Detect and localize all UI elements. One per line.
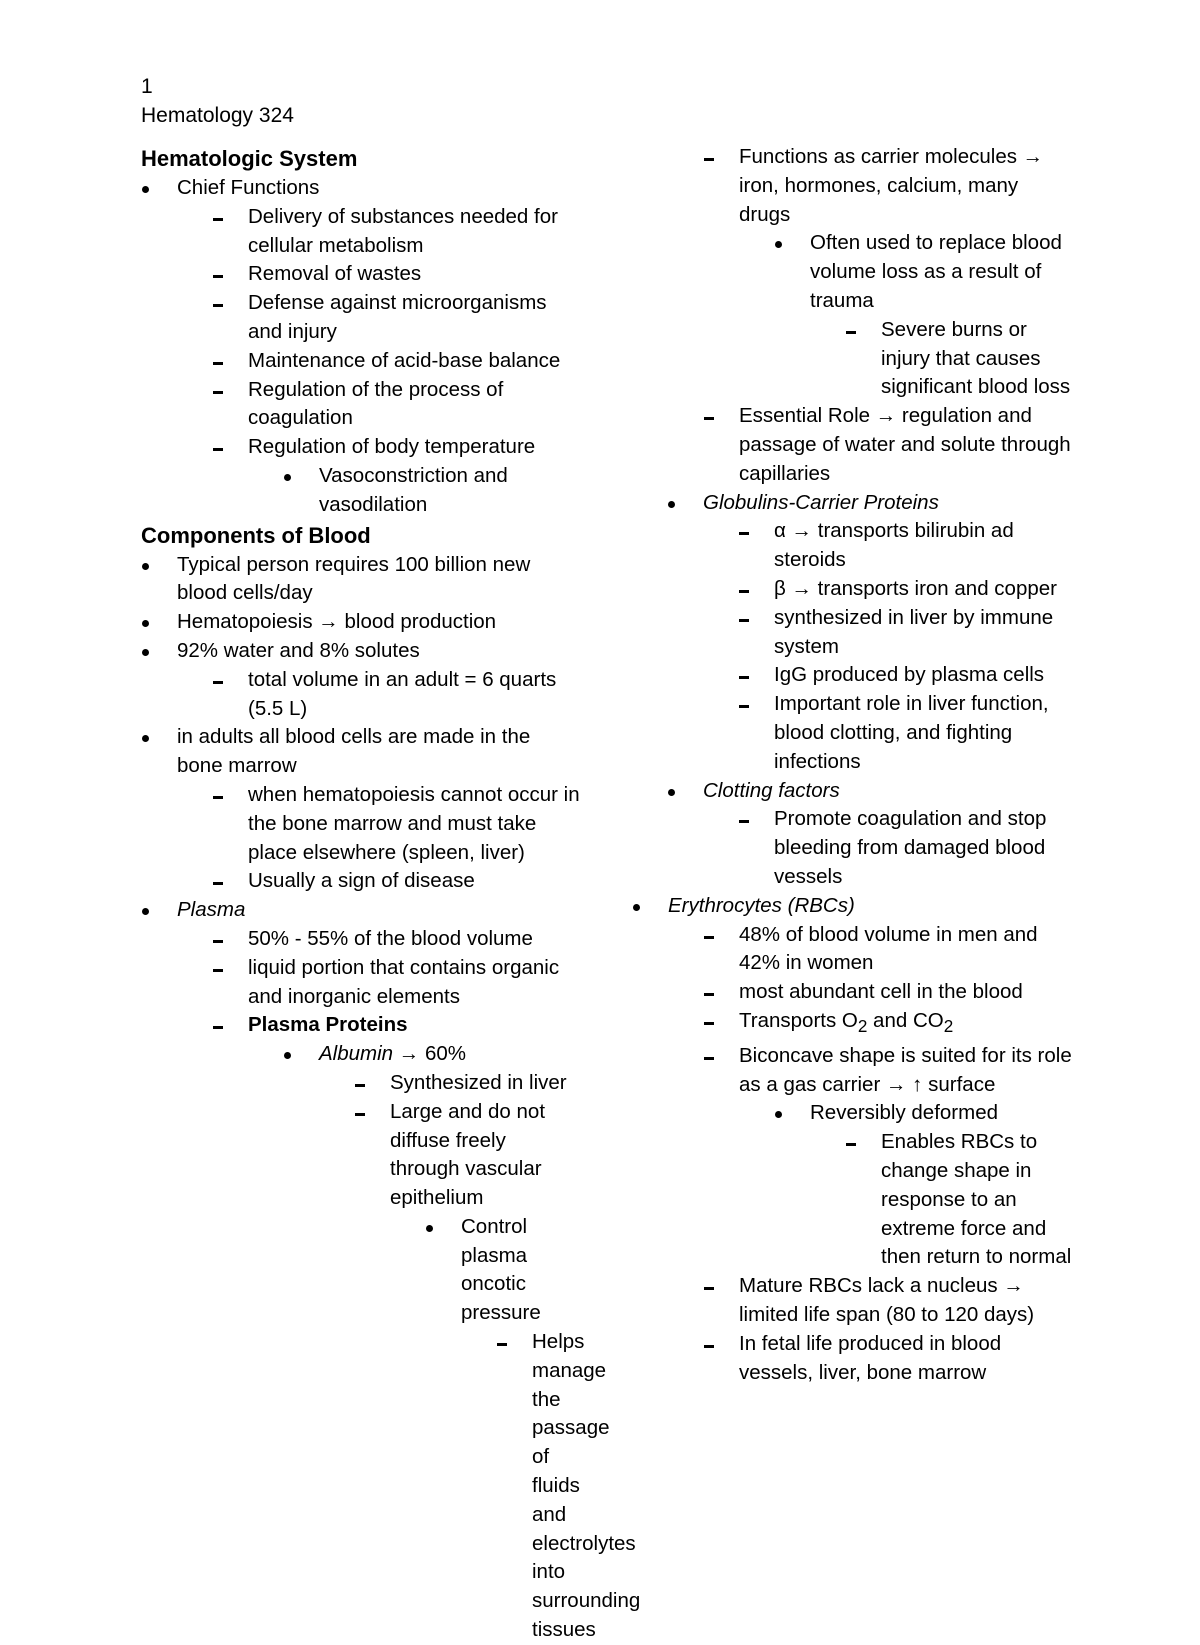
list-item: Severe burns or injury that causes significant blood loss: [845, 316, 1072, 402]
dash-icon: [354, 1069, 390, 1097]
list-item: α → transports bilirubin ad steroids: [738, 517, 1072, 575]
dash-icon: [703, 1007, 739, 1035]
bullet-icon: [632, 892, 668, 920]
dash-icon: [212, 260, 248, 288]
dash-icon: [703, 978, 739, 1006]
page-number: 1: [141, 75, 153, 98]
list-item: Regulation of the process of coagulation: [212, 376, 581, 434]
dash-icon: [738, 805, 774, 833]
bullet-icon: [667, 489, 703, 517]
list-item: liquid portion that contains organic and inorganic elements: [212, 954, 581, 1012]
bullet-icon: [283, 462, 319, 490]
dash-icon: [738, 575, 774, 603]
page-header: [141, 72, 294, 130]
list-item: total volume in an adult = 6 quarts (5.5 L): [212, 666, 581, 724]
list-item: Large and do not diffuse freely through vascular epithelium Control plasma oncotic pressure Helps manage the passage of fluids and electrolytes into surrounding tissues: [354, 1098, 581, 1645]
list-item: Enables RBCs to change shape in response to an extreme force and then return to normal: [845, 1128, 1072, 1272]
list-item: 48% of blood volume in men and 42% in women: [703, 921, 1072, 979]
list-item: Often used to replace blood volume loss as a result of trauma Severe burns or injury that causes significant blood loss: [774, 229, 1072, 402]
bullet-icon: [283, 1040, 319, 1068]
list-item: in adults all blood cells are made in the bone marrow when hematopoiesis cannot occur in the bone marrow and must take place elsewhere (spleen, liver) Usually a sign of disease: [141, 723, 581, 896]
list-item: Typical person requires 100 billion new blood cells/day: [141, 551, 581, 609]
course-title: Hematology 324: [141, 104, 294, 127]
list-item: Globulins-Carrier Proteins α → transports bilirubin ad steroids β → transports iron and copper synthesized in liver by immune system IgG produced by plasma cells Important role in liver function, blood clotting, and fighting infections: [667, 489, 1072, 777]
dash-icon: [212, 867, 248, 895]
bullet-icon: [141, 723, 177, 751]
list-item: Erythrocytes (RBCs) 48% of blood volume in men and 42% in women most abundant cell in the blood Transports $O_2$ and $CO_2$ Biconcave shape is suited for its role as a gas carrier → ↑ surface Reversibly deformed Enables RBCs to change shape in response to an extreme force and then return to normal Mature RBCs lack a nucleus → limited life span (80 to 120 days) In fetal life produced in blood vessels, liver, bone marrow: [632, 892, 1072, 1388]
dash-icon: [212, 347, 248, 375]
dash-icon: [496, 1328, 532, 1356]
dash-icon: [703, 143, 739, 171]
albumin-continued-list: [703, 143, 1072, 489]
dash-icon: [703, 402, 739, 430]
dash-icon: [212, 666, 248, 694]
bullet-icon: [774, 229, 810, 257]
dash-icon: [738, 517, 774, 545]
dash-icon: [703, 1272, 739, 1300]
bullet-icon: [774, 1099, 810, 1127]
list-item: Biconcave shape is suited for its role as a gas carrier → ↑ surface Reversibly deformed Enables RBCs to change shape in response to an extreme force and then return to normal: [703, 1042, 1072, 1272]
list-item: Plasma Proteins Albumin → 60% Synthesized in liver Large and do not diffuse freely through vascular epithelium Control plasma oncotic pressure Helps manage the passage of fluids and electrolytes into surrounding tissues: [212, 1011, 581, 1645]
dash-icon: [703, 1330, 739, 1358]
dash-icon: [738, 661, 774, 689]
list-item: Reversibly deformed Enables RBCs to change shape in response to an extreme force and then return to normal: [774, 1099, 1072, 1272]
list-item: 92% water and 8% solutes total volume in an adult = 6 quarts (5.5 L): [141, 637, 581, 723]
dash-icon: [703, 921, 739, 949]
list-item: Vasoconstriction and vasodilation: [283, 462, 581, 520]
list-item: Essential Role → regulation and passage of water and solute through capillaries: [703, 402, 1072, 488]
bullet-icon: [667, 777, 703, 805]
list-item: Important role in liver function, blood clotting, and fighting infections: [738, 690, 1072, 776]
list-item: when hematopoiesis cannot occur in the bone marrow and must take place elsewhere (spleen, liver): [212, 781, 581, 867]
section-heading-components-of-blood: Components of Blood: [141, 522, 371, 548]
list-item: Delivery of substances needed for cellular metabolism: [212, 203, 581, 261]
erythrocytes-list: [632, 892, 1072, 1388]
dash-icon: [212, 376, 248, 404]
list-item: Synthesized in liver: [354, 1069, 581, 1098]
list-item: Albumin → 60% Synthesized in liver Large and do not diffuse freely through vascular epithelium Control plasma oncotic pressure Helps manage the passage of fluids and electrolytes into surrounding tissues: [283, 1040, 581, 1645]
list-item: Plasma 50% - 55% of the blood volume liquid portion that contains organic and inorganic elements Plasma Proteins Albumin → 60% Synthesized in liver Large and do not diffuse freely through vascular epithelium Control plasma oncotic pressure Helps manage the passage of fluids and electrolytes into surrounding tissues: [141, 896, 581, 1645]
dash-icon: [354, 1098, 390, 1126]
list-item: IgG produced by plasma cells: [738, 661, 1072, 690]
dash-icon: [212, 433, 248, 461]
dash-icon: [845, 316, 881, 344]
dash-icon: [212, 925, 248, 953]
section-heading-hematologic-system: Hematologic System: [141, 146, 358, 171]
list-item: Chief Functions Delivery of substances needed for cellular metabolism Removal of wastes Defense against microorganisms and injury Maintenance of acid-base balance Regulation of the process of coagulation Regulation of body temperature Vasoconstriction and vasodilation: [141, 174, 581, 520]
bullet-icon: [141, 174, 177, 202]
dash-icon: [212, 954, 248, 982]
list-item: 50% - 55% of the blood volume: [212, 925, 581, 954]
list-item: In fetal life produced in blood vessels, liver, bone marrow: [703, 1330, 1072, 1388]
list-item: Usually a sign of disease: [212, 867, 581, 896]
dash-icon: [212, 781, 248, 809]
dash-icon: [738, 604, 774, 632]
dash-icon: [212, 289, 248, 317]
list-item: Regulation of body temperature Vasoconstriction and vasodilation: [212, 433, 581, 519]
dash-icon: [845, 1128, 881, 1156]
list-item: most abundant cell in the blood: [703, 978, 1072, 1007]
list-item: β → transports iron and copper: [738, 575, 1072, 604]
list-item: Control plasma oncotic pressure Helps manage the passage of fluids and electrolytes into surrounding tissues: [425, 1213, 581, 1645]
list-item: Hematopoiesis → blood production: [141, 608, 581, 637]
list-item: Helps manage the passage of fluids and electrolytes into surrounding tissues: [496, 1328, 581, 1645]
list-item: Defense against microorganisms and injury: [212, 289, 581, 347]
dash-icon: [738, 690, 774, 718]
list-item: Functions as carrier molecules → iron, hormones, calcium, many drugs Often used to replace blood volume loss as a result of trauma Severe burns or injury that causes significant blood loss: [703, 143, 1072, 402]
hematologic-list: [141, 174, 581, 520]
proteins-continued-list: [703, 489, 1072, 892]
bullet-icon: [141, 608, 177, 636]
bullet-icon: [141, 637, 177, 665]
right-column: [632, 143, 1072, 1387]
list-item: Transports $O_2$ and $CO_2$: [703, 1007, 1072, 1042]
components-list: [141, 551, 641, 1645]
list-item: Mature RBCs lack a nucleus → limited life span (80 to 120 days): [703, 1272, 1072, 1330]
left-column: [141, 143, 641, 1645]
bullet-icon: [141, 551, 177, 579]
bullet-icon: [141, 896, 177, 924]
list-item: Removal of wastes: [212, 260, 581, 289]
dash-icon: [703, 1042, 739, 1070]
list-item: Promote coagulation and stop bleeding from damaged blood vessels: [738, 805, 1072, 891]
dash-icon: [212, 1011, 248, 1039]
list-item: synthesized in liver by immune system: [738, 604, 1072, 662]
list-item: Clotting factors Promote coagulation and stop bleeding from damaged blood vessels: [667, 777, 1072, 892]
dash-icon: [212, 203, 248, 231]
bullet-icon: [425, 1213, 461, 1241]
list-item: Maintenance of acid-base balance: [212, 347, 581, 376]
